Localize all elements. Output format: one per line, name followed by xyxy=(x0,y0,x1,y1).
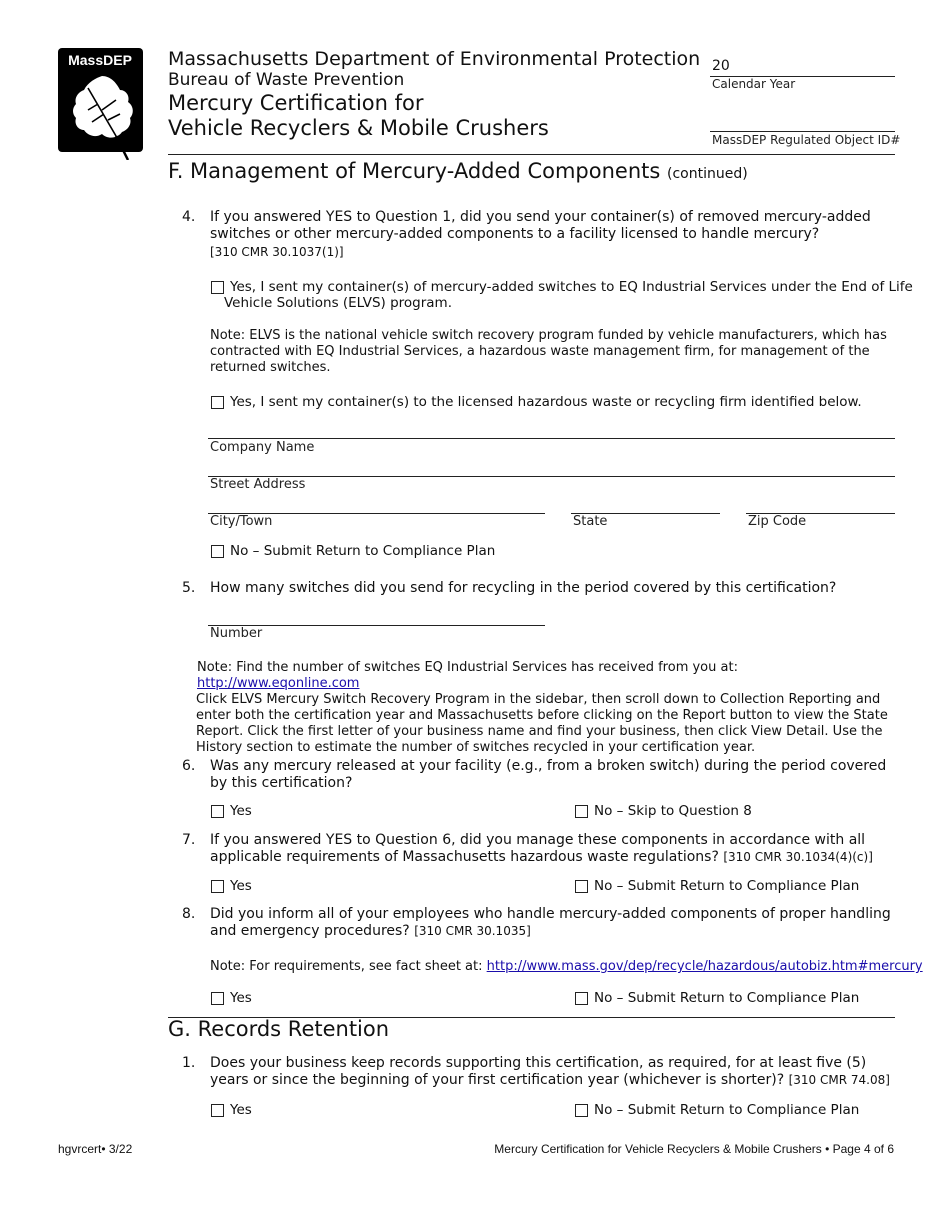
q8-no-option[interactable]: No – Submit Return to Compliance Plan xyxy=(575,990,859,1006)
q7-yes-option[interactable]: Yes xyxy=(211,878,252,894)
q4-option-elvs[interactable]: Yes, I sent my container(s) of mercury-added switches to EQ Industrial Services under the End of Life xyxy=(211,279,913,295)
checkbox[interactable] xyxy=(211,281,224,294)
footer-page-info: Mercury Certification for Vehicle Recyclers & Mobile Crushers • Page 4 of 6 xyxy=(494,1142,894,1156)
checkbox[interactable] xyxy=(575,880,588,893)
checkbox[interactable] xyxy=(211,396,224,409)
calendar-year-label: Calendar Year xyxy=(712,77,796,91)
form-title-line1: Mercury Certification for xyxy=(168,91,424,115)
checkbox[interactable] xyxy=(211,992,224,1005)
q4-note: Note: ELVS is the national vehicle switch recovery program funded by vehicle manufacturers, which has contracted with EQ Industrial Services, a hazardous waste management firm, for management of the returned switches. xyxy=(210,328,887,375)
checkbox[interactable] xyxy=(211,880,224,893)
g1-no-option[interactable]: No – Submit Return to Compliance Plan xyxy=(575,1102,859,1118)
section-f-title: F. Management of Mercury-Added Components (continued) xyxy=(168,159,748,183)
section-f-rule xyxy=(168,154,895,155)
street-address-field[interactable] xyxy=(208,476,895,477)
section-g-title: G. Records Retention xyxy=(168,1017,390,1041)
city-label: City/Town xyxy=(210,514,273,529)
q4-option-elvs-line2: Vehicle Solutions (ELVS) program. xyxy=(224,295,453,311)
regulated-object-id-field[interactable] xyxy=(710,131,895,132)
q5-note: Note: Find the number of switches EQ Industrial Services has received from you at: http://www.eqonline.com Click ELVS Mercury Switch Recovery Program in the sidebar, then scroll down to Collection Reporting and enter both the certification year and Massachusetts before clicking on the Report button to view the State Report. Click the first letter of your business name and find your business, then click View Detail. Use the History section to estimate the number of switches recycled in your certification year. xyxy=(196,660,888,755)
checkbox[interactable] xyxy=(211,1104,224,1117)
year-prefix: 20 xyxy=(712,58,730,74)
form-title-line2: Vehicle Recyclers & Mobile Crushers xyxy=(168,116,549,140)
question-5: 5. How many switches did you send for recycling in the period covered by this certification? xyxy=(182,580,837,596)
q4-option-licensed-firm[interactable]: Yes, I sent my container(s) to the licensed hazardous waste or recycling firm identified below. xyxy=(211,394,862,410)
state-label: State xyxy=(573,514,608,529)
street-address-label: Street Address xyxy=(210,477,306,492)
question-4: 4. If you answered YES to Question 1, did you send your container(s) of removed mercury-added switches or other mercury-added components to a facility licensed to handle mercury? xyxy=(182,209,871,242)
number-label: Number xyxy=(210,626,263,641)
footer-form-code: hgvrcert• 3/22 xyxy=(58,1142,133,1156)
logo-text: MassDEP xyxy=(68,52,132,68)
g1-yes-option[interactable]: Yes xyxy=(211,1102,252,1118)
question-7: 7. If you answered YES to Question 6, did you manage these components in accordance with all applicable requirements of Massachusetts hazardous waste regulations? [310 CMR 30.1034(4)(c)] xyxy=(182,832,873,865)
q8-yes-option[interactable]: Yes xyxy=(211,990,252,1006)
continued-label: (continued) xyxy=(667,166,748,182)
checkbox[interactable] xyxy=(211,545,224,558)
checkbox[interactable] xyxy=(575,1104,588,1117)
question-g1: 1. Does your business keep records supporting this certification, as required, for at least five (5) years or since the beginning of your first certification year (whichever is shorter)? [310 CMR 74.08] xyxy=(182,1055,890,1088)
question-8: 8. Did you inform all of your employees who handle mercury-added components of proper handling and emergency procedures? [310 CMR 30.1035] xyxy=(182,906,891,939)
agency-name: Massachusetts Department of Environmental Protection xyxy=(168,48,701,70)
regulated-object-id-label: MassDEP Regulated Object ID# xyxy=(712,133,901,147)
q6-yes-option[interactable]: Yes xyxy=(211,803,252,819)
massdep-logo xyxy=(58,48,143,160)
q7-no-option[interactable]: No – Submit Return to Compliance Plan xyxy=(575,878,859,894)
checkbox[interactable] xyxy=(575,805,588,818)
company-name-field[interactable] xyxy=(208,438,895,439)
bureau-name: Bureau of Waste Prevention xyxy=(168,70,405,90)
q8-note: Note: For requirements, see fact sheet at: http://www.mass.gov/dep/recycle/hazardous/autobiz.htm#mercury xyxy=(210,959,923,974)
q6-no-option[interactable]: No – Skip to Question 8 xyxy=(575,803,752,819)
company-name-label: Company Name xyxy=(210,440,315,455)
checkbox[interactable] xyxy=(211,805,224,818)
zip-code-label: Zip Code xyxy=(748,514,807,529)
checkbox[interactable] xyxy=(575,992,588,1005)
question-6: 6. Was any mercury released at your facility (e.g., from a broken switch) during the period covered by this certification? xyxy=(182,758,887,791)
eqonline-link[interactable]: http://www.eqonline.com xyxy=(197,676,360,691)
q4-option-no[interactable]: No – Submit Return to Compliance Plan xyxy=(211,543,495,559)
q4-citation: [310 CMR 30.1037(1)] xyxy=(210,245,344,259)
mass-gov-fact-sheet-link[interactable]: http://www.mass.gov/dep/recycle/hazardous/autobiz.htm#mercury xyxy=(486,959,923,974)
